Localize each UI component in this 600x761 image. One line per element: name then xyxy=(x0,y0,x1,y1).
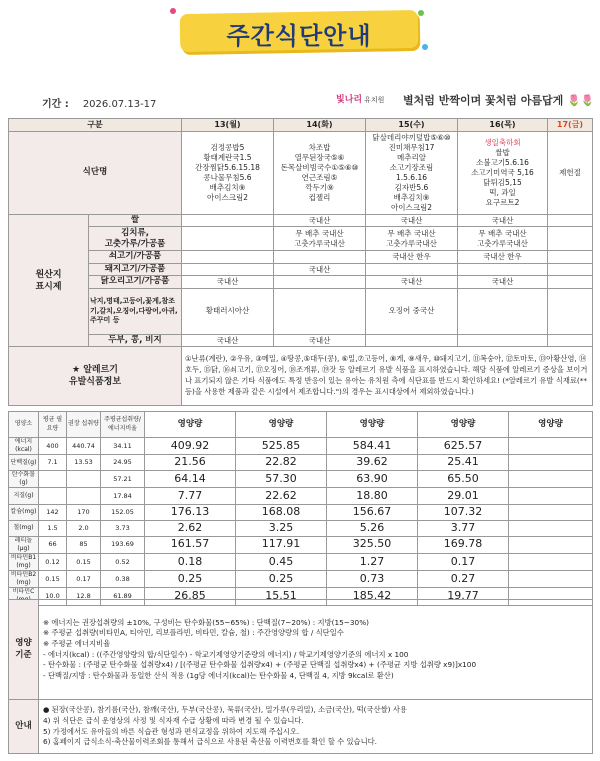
nutrition-cell: 584.41 xyxy=(327,438,418,455)
nutrition-col-label: 영양량 xyxy=(327,412,418,438)
slogan-text: 별처럼 반짝이며 꽃처럼 아름답게 xyxy=(403,94,564,107)
nutrition-cell: 64.14 xyxy=(145,471,236,488)
nutrition-cell xyxy=(509,571,593,588)
nutrition-cell: 400 xyxy=(39,438,67,455)
origin-cell: 국내산 xyxy=(366,276,458,288)
nutrition-cell: 63.90 xyxy=(327,471,418,488)
nutrition-cell: 0.73 xyxy=(327,571,418,588)
origin-cell xyxy=(182,263,274,275)
origin-row-name: 쌀 xyxy=(89,215,182,227)
nutrition-cell: 18.80 xyxy=(327,488,418,504)
nutrition-cell: 비타민B1 (mg) xyxy=(9,553,39,570)
nutrition-cell: 3.77 xyxy=(418,520,509,536)
nutrition-cell: 0.15 xyxy=(67,553,101,570)
nutrition-cell: 34.11 xyxy=(101,438,145,455)
nutrition-cell xyxy=(509,504,593,520)
nutrition-cell: 22.62 xyxy=(236,488,327,504)
slogan xyxy=(403,92,595,108)
nutrition-cell: 0.45 xyxy=(236,553,327,570)
origin-cell xyxy=(366,263,458,275)
origin-cell xyxy=(458,288,548,334)
origin-cell xyxy=(274,251,366,263)
period-value: 2026.07.13-17 xyxy=(82,99,157,110)
nutrition-cell: 65.50 xyxy=(418,471,509,488)
origin-cell xyxy=(274,276,366,288)
nutrition-cell: 0.17 xyxy=(418,553,509,570)
nutrition-table xyxy=(8,411,593,606)
nutrition-cell xyxy=(509,536,593,553)
nutrition-cell: 5.26 xyxy=(327,520,418,536)
nutrition-cell: 21.56 xyxy=(145,455,236,471)
nutrition-cell: 152.05 xyxy=(101,504,145,520)
header-day: 16(목) xyxy=(458,119,548,132)
standard-label: 영양 기준 xyxy=(9,600,39,700)
nutrition-cell: 29.01 xyxy=(418,488,509,504)
nutrition-cell xyxy=(509,553,593,570)
nutrition-row xyxy=(9,471,593,488)
nutrition-cell xyxy=(39,471,67,488)
origin-cell: 오징어 중국산 xyxy=(366,288,458,334)
nutrition-cell: 117.91 xyxy=(236,536,327,553)
flower-icon: 🌷🌷 xyxy=(567,94,595,107)
header-day: 13(월) xyxy=(182,119,274,132)
menu-cell-mon: 검정콩밥5 황태계란국1.5 간장찜닭5.6.15.18 콩나물무침5.6 배추김치⑨ 아이스크림2 xyxy=(182,132,274,215)
nutrition-cell: 57.30 xyxy=(236,471,327,488)
notice-label: 안내 xyxy=(9,700,39,754)
nutrition-header: 주평균섭취량/ 에너지비율 xyxy=(101,412,145,438)
origin-row-name: 돼지고기/가공품 xyxy=(89,263,182,275)
nutrition-cell: 142 xyxy=(39,504,67,520)
nutrition-cell: 169.78 xyxy=(418,536,509,553)
origin-cell: 무 배추 국내산 고춧가루국내산 xyxy=(366,227,458,251)
origin-cell xyxy=(182,215,274,227)
nutrition-cell: 185.42 xyxy=(327,588,418,605)
nutrition-cell: 0.15 xyxy=(39,571,67,588)
origin-label: 원산지 표시제 xyxy=(9,215,89,347)
origin-cell: 국내산 xyxy=(182,276,274,288)
nutrition-cell: 25.41 xyxy=(418,455,509,471)
nutrition-cell: 176.13 xyxy=(145,504,236,520)
origin-cell: 국내산 한우 xyxy=(458,251,548,263)
nutrition-row xyxy=(9,553,593,570)
nutrition-cell xyxy=(509,455,593,471)
origin-cell xyxy=(548,251,593,263)
nutrition-cell: 7.1 xyxy=(39,455,67,471)
nutrition-col-label: 영양량 xyxy=(236,412,327,438)
nutrition-cell: 비타민B2 (mg) xyxy=(9,571,39,588)
nutrition-cell xyxy=(509,520,593,536)
origin-cell: 국내산 xyxy=(182,334,274,346)
origin-row-name: 닭오리고기/가공품 xyxy=(89,276,182,288)
nutrition-cell: 17.84 xyxy=(101,488,145,504)
menu-cell-thu: 생일축하회 쌀밥 소불고기5.6.16 소고기미역국 5,16 닭튀김5,15 떡, 과일 요구르트2 xyxy=(458,132,548,215)
nutrition-cell xyxy=(39,488,67,504)
nutrition-header: 평균 필요량 xyxy=(39,412,67,438)
title-banner xyxy=(168,6,430,56)
nutrition-cell: 168.08 xyxy=(236,504,327,520)
nutrition-cell: 1.27 xyxy=(327,553,418,570)
nutrition-header: 영양소 xyxy=(9,412,39,438)
decor-dot xyxy=(170,8,176,14)
nutrition-cell: 2.62 xyxy=(145,520,236,536)
origin-cell xyxy=(458,334,548,346)
origin-cell xyxy=(274,288,366,334)
logo-brand: 빛나리 xyxy=(336,95,363,105)
nutrition-cell xyxy=(67,471,101,488)
nutrition-cell: 24.95 xyxy=(101,455,145,471)
nutrition-row xyxy=(9,520,593,536)
menu-table xyxy=(8,118,593,406)
nutrition-cell: 193.69 xyxy=(101,536,145,553)
period-label: 기간 : xyxy=(42,99,69,110)
nutrition-cell: 3.73 xyxy=(101,520,145,536)
notice-text: ● 된장(국산콩), 참기름(국산), 참깨(국산), 두부(국산콩), 묵류(국산), 밀가루(우리밀), 소금(국산), 떡(국산쌀) 사용 4) 위 식단은 급식 운영상의 사정 및 식자재 수급 상황에 따라 변경 될 수 있습니다. 5) 가정에서도 유아들의 바른 식습관 형성과 편식교정을 위하여 지도해 주십시오. 6) 홈페이지 급식소식-축산물이력조회를 통해서 급식으로 사용된 축산물 이력번호를 확인 할 수 있습니다. xyxy=(39,700,593,754)
header-day: 14(화) xyxy=(274,119,366,132)
logo xyxy=(336,92,384,105)
menu-cell-wed: 닭살데리야끼덮밥⑤⑥⑩ 진미채무침17 메추리알 소고기장조림 1.5.6.16 김자반5.6 배추김치⑨ 아이스크림2 xyxy=(366,132,458,215)
nutrition-cell: 26.85 xyxy=(145,588,236,605)
nutrition-row xyxy=(9,455,593,471)
nutrition-cell: 66 xyxy=(39,536,67,553)
origin-cell xyxy=(182,251,274,263)
allergy-label: ★ 알레르기 유발식품정보 xyxy=(9,347,182,406)
nutrition-col-label: 영양량 xyxy=(418,412,509,438)
origin-cell: 국내산 한우 xyxy=(366,251,458,263)
nutrition-row xyxy=(9,504,593,520)
nutrition-cell xyxy=(509,471,593,488)
nutrition-cell: 39.62 xyxy=(327,455,418,471)
origin-cell: 무 배추 국내산 고춧가루국내산 xyxy=(458,227,548,251)
origin-cell: 국내산 xyxy=(458,215,548,227)
nutrition-cell: 레티놀(μg) xyxy=(9,536,39,553)
origin-cell: 국내산 xyxy=(274,215,366,227)
nutrition-cell: 3.25 xyxy=(236,520,327,536)
origin-row-name: 낙지,명태,고등어,꽃게,참조기,갈치,오징어,다랑어,아귀,주꾸미 등 xyxy=(89,288,182,334)
nutrition-cell: 13.53 xyxy=(67,455,101,471)
header-day: 15(수) xyxy=(366,119,458,132)
nutrition-cell: 0.17 xyxy=(67,571,101,588)
nutrition-header: 권장 섭취량 xyxy=(67,412,101,438)
menu-row-label: 식단명 xyxy=(9,132,182,215)
logo-sub: 유치원 xyxy=(364,96,385,104)
standard-text: ※ 에너지는 권장섭취량의 ±10%, 구성비는 탄수화물(55~65%) : 단백질(7~20%) : 지방(15~30%) ※ 주평균 섭취량(비타민A, 티아민, 리보플라빈, 비타민, 칼슘, 철) : 주간영양량의 합 / 식단일수 ※ 주평균 에너지비율 - 에너지(kcal) : ((주간영양량의 합/식단일수) - 학교기제영양기준량의 에너지) / 학교기제영양기준의 에너지 x 100 - 탄수화물 : (주평균 탄수화물 섭취량x4) / [(주평균 탄수화물 섭취량x4) + (주평균 단백질 섭취량x4) + (주평균 지방 섭취량 x9)]x100 - 단백질/지방 : 탄수화물과 동일한 산식 적용 (1g당 에너지(kcal)는 탄수화물 4, 단백질 4, 지방 9kcal로 환산) xyxy=(39,600,593,700)
menu-cell-fri: 제헌절 xyxy=(548,132,593,215)
nutrition-cell: 0.25 xyxy=(145,571,236,588)
nutrition-row xyxy=(9,488,593,504)
nutrition-cell xyxy=(509,488,593,504)
origin-cell: 무 배추 국내산 고춧가루국내산 xyxy=(274,227,366,251)
nutrition-cell: 0.52 xyxy=(101,553,145,570)
nutrition-cell xyxy=(509,438,593,455)
origin-cell xyxy=(548,227,593,251)
nutrition-cell: 1.5 xyxy=(39,520,67,536)
origin-cell: 국내산 xyxy=(274,263,366,275)
origin-cell xyxy=(182,227,274,251)
nutrition-cell: 156.67 xyxy=(327,504,418,520)
nutrition-cell: 625.57 xyxy=(418,438,509,455)
nutrition-cell: 에너지 (kcal) xyxy=(9,438,39,455)
nutrition-cell: 22.82 xyxy=(236,455,327,471)
nutrition-cell: 단백질(g) xyxy=(9,455,39,471)
nutrition-cell: 85 xyxy=(67,536,101,553)
nutrition-cell: 탄수화물 (g) xyxy=(9,471,39,488)
header-gubun: 구분 xyxy=(9,119,182,132)
nutrition-cell: 161.57 xyxy=(145,536,236,553)
nutrition-cell: 0.25 xyxy=(236,571,327,588)
origin-row-name: 김치류, 고춧가루/가공품 xyxy=(89,227,182,251)
nutrition-cell: 15.51 xyxy=(236,588,327,605)
nutrition-cell: 107.32 xyxy=(418,504,509,520)
origin-cell: 국내산 xyxy=(458,276,548,288)
header-day-friday: 17(금) xyxy=(548,119,593,132)
nutrition-cell: 비타민C xyxy=(9,588,39,605)
origin-cell xyxy=(548,276,593,288)
origin-cell: 국내산 xyxy=(366,215,458,227)
nutrition-row xyxy=(9,438,593,455)
menu-cell-tue: 차조밥 열무된장국⑤⑥ 돈목살비빔국수①⑤⑥⑩ 연근조림⑤ 깍두기⑨ 컵젤리 xyxy=(274,132,366,215)
decor-dot xyxy=(422,44,428,50)
nutrition-cell: 0.27 xyxy=(418,571,509,588)
nutrition-row xyxy=(9,536,593,553)
allergy-text: ①난류(계란), ②우유, ③메밀, ④땅콩,⑤대두(콩), ⑥밀,⑦고등어, ⑧게, ⑨새우, ⑩돼지고기, ⑪복숭아, ⑫토마토, ⑬아황산염, ⑭호두, ⑮닭, ⑯쇠고기, ⑰오징어, ⑱조개류, ⑲잣 등 알레르기 유발 식품을 표시하였습니다. 해당 식품에 알레르기 증상을 보이거나 표기되지 않은 기타 식품에도 특정 반응이 있는 유아는 유치원 측에 식단표를 반드시 확인하세요! (*알레르기 유발 식재료(** 등)을 사용한 제품과 같은 시설에서 제조합니다.")의 경우는 표시대상에서 제외하였습니다.) xyxy=(182,347,593,406)
origin-cell xyxy=(548,334,593,346)
origin-cell: 국내산 xyxy=(274,334,366,346)
origin-cell xyxy=(548,288,593,334)
origin-row-name: 두부, 콩, 비지 xyxy=(89,334,182,346)
nutrition-cell: 440.74 xyxy=(67,438,101,455)
nutrition-cell: 지질(g) xyxy=(9,488,39,504)
page-title: 주간식단안내 xyxy=(226,22,372,50)
info-table xyxy=(8,599,593,754)
nutrition-cell: 철(mg) xyxy=(9,520,39,536)
nutrition-col-label: 영양량 xyxy=(509,412,593,438)
origin-cell xyxy=(548,263,593,275)
origin-row-name: 쇠고기/가공품 xyxy=(89,251,182,263)
nutrition-rows xyxy=(9,438,593,606)
nutrition-cell xyxy=(67,488,101,504)
origin-cell xyxy=(366,334,458,346)
nutrition-cell: 12.8 xyxy=(67,588,101,605)
nutrition-cell: 19.77 xyxy=(418,588,509,605)
nutrition-cell: 7.77 xyxy=(145,488,236,504)
nutrition-cell: 325.50 xyxy=(327,536,418,553)
origin-cell: 황태러시아산 xyxy=(182,288,274,334)
origin-cell xyxy=(548,215,593,227)
nutrition-cell: 칼슘(mg) xyxy=(9,504,39,520)
nutrition-cell: 409.92 xyxy=(145,438,236,455)
nutrition-cell: 0.38 xyxy=(101,571,145,588)
period xyxy=(42,95,156,110)
decor-dot xyxy=(418,10,424,16)
nutrition-cell: 10.0 xyxy=(39,588,67,605)
nutrition-cell: 2.0 xyxy=(67,520,101,536)
origin-cell xyxy=(458,263,548,275)
nutrition-cell: 525.85 xyxy=(236,438,327,455)
nutrition-cell: 57.21 xyxy=(101,471,145,488)
nutrition-cell: 170 xyxy=(67,504,101,520)
nutrition-col-label: 영양량 xyxy=(145,412,236,438)
nutrition-cell: 0.18 xyxy=(145,553,236,570)
nutrition-row xyxy=(9,571,593,588)
nutrition-cell: 0.12 xyxy=(39,553,67,570)
nutrition-cell: 61.89 xyxy=(101,588,145,605)
